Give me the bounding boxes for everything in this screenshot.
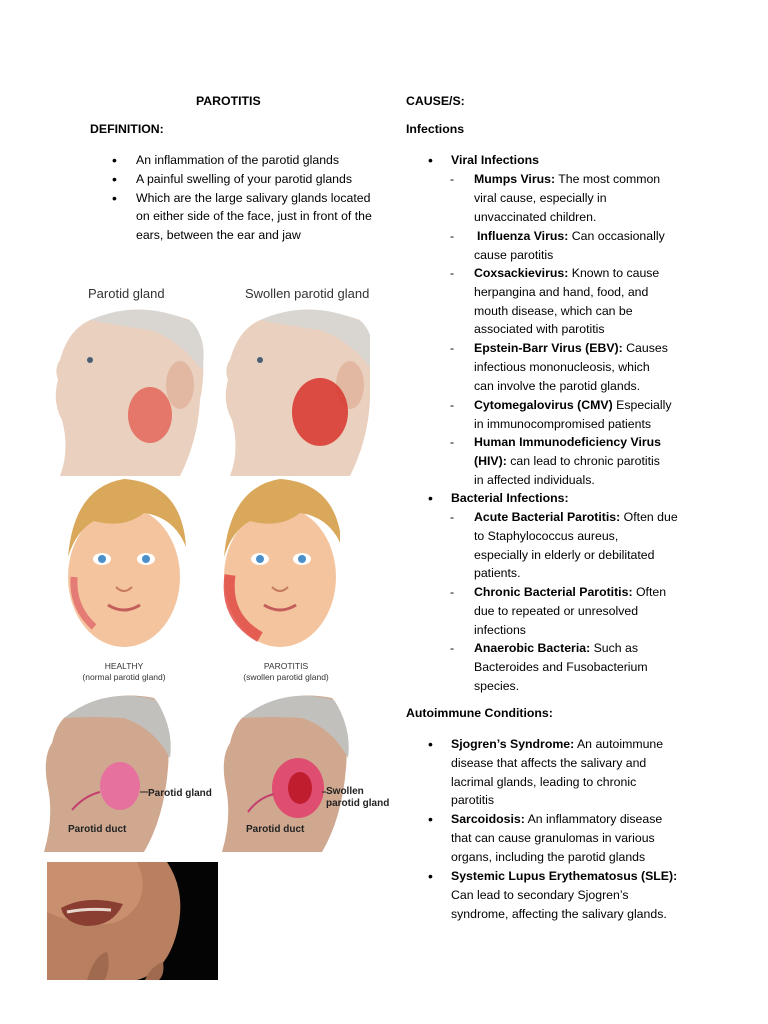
fig2-right-label: PAROTITIS <box>263 661 309 671</box>
dash-icon: - <box>450 641 455 655</box>
viral-item: - Epstein-Barr Virus (EBV): Causes infectious mononucleosis, which can involve the parotid glands. <box>450 341 668 393</box>
viral-item: - Mumps Virus: The most common viral cause, especially in unvaccinated children. <box>450 172 661 224</box>
fig1-left-label: Parotid gland <box>88 286 165 301</box>
child-faces-illustration <box>64 477 340 687</box>
viral-infections-title: Viral Infections <box>451 153 539 167</box>
child-face-parotitis <box>224 479 340 647</box>
viral-item: - Coxsackievirus: Known to cause herpangina and hand, food, and mouth disease, which can be associated with parotitis <box>450 266 660 337</box>
autoimmune-item: • Sjogren’s Syndrome: An autoimmune disease that affects the salivary and lacrimal glands, leading to chronic parotitis <box>428 736 664 808</box>
autoimmune-item: • Sarcoidosis: An inflammatory disease that can cause granulomas in various organs, including the parotid glands <box>428 811 663 864</box>
viral-infections-bullet <box>428 151 539 170</box>
patient-photo <box>47 862 218 980</box>
dash-icon: - <box>450 435 455 449</box>
fig3-right-gland-label-2: parotid gland <box>326 798 390 809</box>
definition-item: • A painful swelling of your parotid glands <box>112 170 374 189</box>
fig3-left-duct-label: Parotid duct <box>68 824 127 835</box>
fig3-right-duct-label: Parotid duct <box>246 824 305 835</box>
causes-heading: CAUSE/S: <box>406 94 465 108</box>
bacterial-item: - Acute Bacterial Parotitis: Often due to Staphylococcus aureus, especially in elderly or debilitated patients. <box>450 510 678 581</box>
viral-item: - Influenza Virus: Can occasionally cause parotitis <box>450 229 665 262</box>
page-title: PAROTITIS <box>196 94 261 108</box>
bullet-icon: • <box>428 152 433 168</box>
dash-icon: - <box>450 172 455 186</box>
fig2-left-label: HEALTHY <box>104 661 144 671</box>
autoimmune-item: • Systemic Lupus Erythematosus (SLE): Can lead to secondary Sjogren’s syndrome, affecting the salivary glands. <box>428 868 678 921</box>
parotid-gland-swollen <box>292 378 348 446</box>
parotid-comparison-illustration <box>50 280 370 476</box>
bullet-icon: • <box>428 736 433 752</box>
fig1-right-label: Swollen parotid gland <box>245 286 370 301</box>
bacterial-item: - Anaerobic Bacteria: Such as Bacteroides and Fusobacterium species. <box>450 641 648 693</box>
definition-item: • Which are the large salivary glands located on either side of the face, just in front of the ears, between the ear and jaw <box>112 189 374 245</box>
fig3-left-gland-label: Parotid gland <box>148 788 212 799</box>
fig2-right-sub: (swollen parotid gland) <box>243 672 329 682</box>
viral-item: - Human Immunodeficiency Virus (HIV): can lead to chronic parotitis in affected individuals. <box>450 435 662 487</box>
parotid-anatomy-illustration <box>44 688 390 852</box>
dash-icon: - <box>450 585 455 599</box>
bullet-icon: • <box>428 490 433 506</box>
parotid-gland-normal <box>128 387 172 443</box>
bacterial-infections-bullet <box>428 489 569 508</box>
autoimmune-heading: Autoimmune Conditions: <box>406 706 553 720</box>
dash-icon: - <box>450 510 455 524</box>
infections-heading: Infections <box>406 122 465 136</box>
bacterial-infections-title: Bacterial Infections: <box>451 491 569 505</box>
figure-parotid-anatomy <box>44 688 390 852</box>
definition-list <box>112 151 374 245</box>
figure-parotid-comparison <box>50 280 370 476</box>
parotid-gland-anatomy <box>100 762 140 810</box>
definition-item: • An inflammation of the parotid glands <box>112 151 374 170</box>
figure-healthy-vs-parotitis <box>64 477 340 687</box>
dash-icon: - <box>450 341 455 355</box>
figure-patient-photo <box>47 862 218 980</box>
dash-icon: - <box>450 266 455 280</box>
fig2-left-sub: (normal parotid gland) <box>82 672 166 682</box>
elderly-head-right <box>226 309 370 476</box>
bacterial-item: - Chronic Bacterial Parotitis: Often due to repeated or unresolved infections <box>450 585 667 637</box>
dash-icon: - <box>450 229 455 243</box>
definition-heading: DEFINITION: <box>90 122 164 136</box>
bullet-icon: • <box>428 811 433 827</box>
viral-item: - Cytomegalovirus (CMV) Especially in immunocompromised patients <box>450 398 672 431</box>
elderly-head-left <box>56 309 204 476</box>
fig3-right-gland-label-1: Swollen <box>326 786 364 797</box>
bullet-icon: • <box>428 868 433 884</box>
dash-icon: - <box>450 398 455 412</box>
